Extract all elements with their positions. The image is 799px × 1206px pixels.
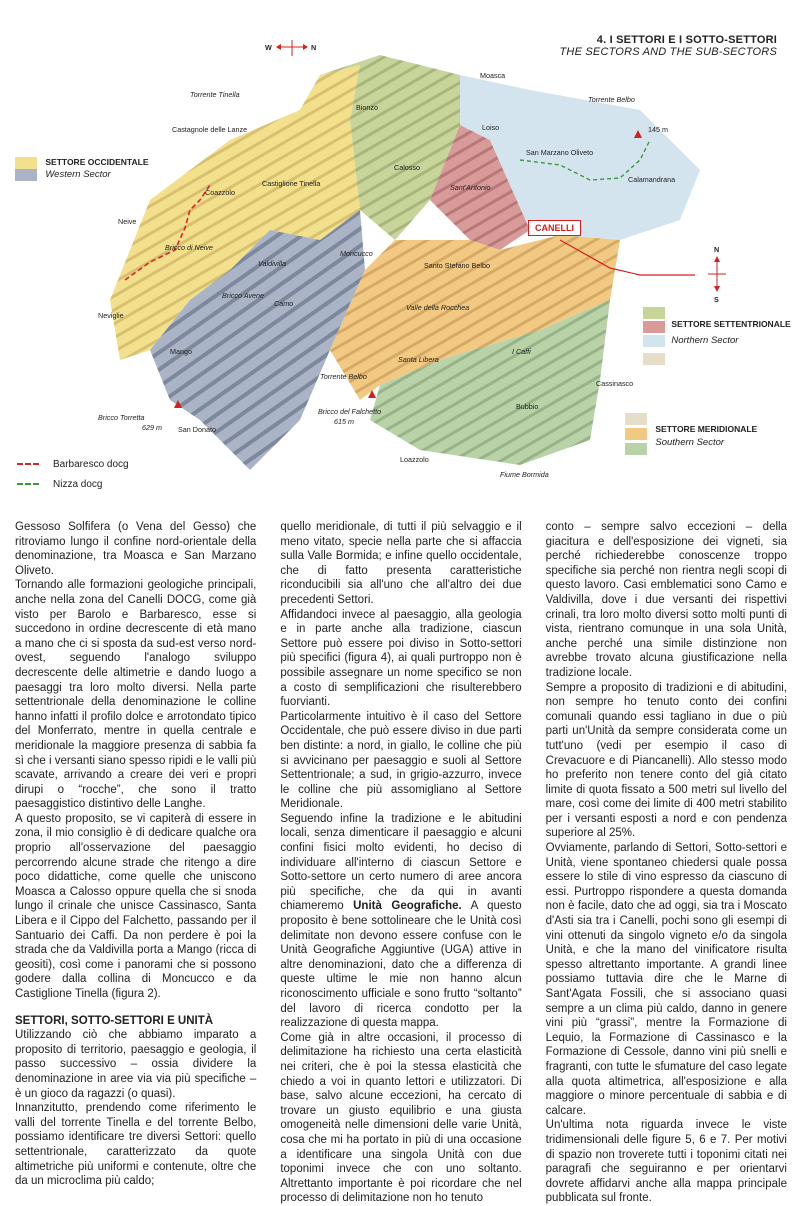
paragraph: Un'ultima nota riguarda invece le viste tridimensionali delle figure 5, 6 e 7. Per motivi di spazio non troverete tutti i toponimi citati nei paragrafi che seguiranno e per orientarvi dovrete affidarvi anche alla mappa principale pubblicata sul fronte. [545,1119,787,1205]
legend-barbaresco-label: Barbaresco docg [53,459,129,470]
place-bricco-avene: Bricco Avene [222,291,264,300]
paragraph: Sempre a proposito di tradizioni e di abitudini, non sempre ho tenuto conto dei confini comunali quando essi tagliano in due o più parti un'Unità da sempre considerata come un tutt'uno (vedi per esempio il caso di Crevacuore e di Piancanelli). Allo stesso modo ho preferito non tenere conto del già citato limite di quota fissato a 500 metri sul livello del mare, così come dei limite di 400 metri stabilito per i versanti esposti a nord e con pendenza superiore al 25%. [545,681,787,840]
paragraph: Seguendo infine la tradizione e le abitudini locali, senza dimenticare il paesaggio e alcuni confini fisici molto evidenti, ho deciso di individuare all'interno di ciascun Settore e Sotto-settore un certo numero di aree ancora più specifiche, che da qui in avanti chiameremo Unità Geografiche. A questo proposito è bene sottolineare che le Unità così delimitate non devono essere confuse con le Unità Geografiche Aggiuntive (UGA) attive in altre denominazioni, dato che a differenza di queste ultime le mie non hanno alcun riconoscimento ufficiale e sono frutto “soltanto” del lavoro di ricerca condotto per la realizzazione di questa mappa. [280,812,522,1030]
place-neive: Neive [118,217,137,226]
place-loazzolo: Loazzolo [400,455,429,464]
paragraph: Tornando alle formazioni geologiche principali, anche nella zona del Canelli DOCG, come già visto per Barolo e Barbaresco, esse si succedono in ordine decrescente di età mano a mano che ci si sposta da sud-est verso nord-ovest, seguendo l'analogo sviluppo decrescente delle altimetrie e dando luogo a paesaggi tra loro molto diversi. Nella parte settentrionale della denominazione le colline hanno infatti il profilo dolce e arrotondato tipico del Monferrato, mentre in quella centrale e meridionale la maggiore presenza di sabbia fa sì che i versanti siano spesso ripidi e le valli più scavate, arrivando a creare dei veri e propri dirupi o “rocche”, che sono il tratto paesaggistico distintivo delle Langhe. [15,579,257,811]
swatch-olive [643,307,665,319]
legend-barbaresco [17,459,129,470]
column-1 [15,520,256,1206]
paragraph: Come già in altre occasioni, il processo di delimitazione ha richiesto una certa elasticità nei criteri, che è poi la stessa elasticità che chiedo a voi in quanto lettori e utilizzatori. Di base, salvo alcune eccezioni, ha cercato di trovare un giusto equilibrio e una giusta omogeneità nelle dimensioni delle varie Unità, cosa che mi ha portato in più di una occasione a identificare una singola Unità con due toponimi invece che con uno soltanto. Altrettanto importante è poi ricordare che nel processo di delimitazione non ho tenuto [280,1031,522,1205]
paragraph: Particolarmente intuitivo è il caso del Settore Occidentale, che può essere diviso in due parti ben distinte: a nord, in giallo, le colline che più si avvicinano per paesaggio e suoli al Settore Settentrionale; a sud, in grigio-azzurro, invece le colline che più assomigliano al Settore Meridionale. [280,710,522,811]
swatch-lightblue [643,335,665,347]
compass-top [265,40,316,56]
chapter-title-english: THE SECTORS AND THE SUB-SECTORS [559,46,777,58]
place-moncucco: Moncucco [340,249,373,258]
swatch-pink [643,321,665,333]
place-coazzolo: Coazzolo [205,188,235,197]
place-bricco-falchetto: Bricco del Falchetto [318,407,382,416]
place-valle-rocchea: Valle della Rocchea [406,303,470,312]
green-dash-icon [17,483,39,485]
legend-southern-title: SETTORE MERIDIONALE [655,424,758,435]
place-mango: Mango [170,347,192,356]
chapter-title: 4. I SETTORI E I SOTTO-SETTORI [596,34,777,46]
place-bubbio: Bubbio [516,402,539,411]
compass-right-n: N [714,245,720,254]
paragraph: Gessoso Solfifera (o Vena del Gesso) che ritroviamo lungo il confine nord-orientale della denominazione, tra Moasca e San Marzano Oliveto. [15,521,257,577]
place-fiume-bormida: Fiume Bormida [500,470,549,479]
compass-w: W [265,43,272,52]
place-moasca: Moasca [480,71,506,80]
body-text [15,520,787,1206]
column-3 [546,520,787,1206]
red-dash-icon [17,463,39,465]
paragraph: Ovviamente, parlando di Settori, Sotto-settori e Unità, viene spontaneo chiedersi quale possa essere lo stile di vino espresso da ciascuno di essi. Purtroppo rispondere a questa domanda non è facile, dato che ad oggi, sia tra i Moscato d'Asti sia tra i Canelli, pochi sono gli esempi di vini ottenuti da singolo vigneto e/o da singola Unità, e che la mano del vinificatore risulta spesso altrettanto importante. A grandi linee possiamo tuttavia dire che le Marne di Sant'Agata Fossili, che si associano quasi sempre a un clima più caldo, danno in genere vini più “grassi”, mentre la Formazione di Lequio, la Formazione di Cassinasco e la Formazione di Cessole, danno vini più snelli e fragranti, con tutte le sfumature del caso legate alla quota altimetrica, all'esposizione e alla maggiore o minore percentuale di sabbia e di calcare. [545,842,787,1117]
legend-northern-title: SETTORE SETTENTRIONALE [671,319,791,330]
place-i-caffi: I Caffi [512,347,531,356]
place-bricco-neive: Bricco di Neive [165,243,213,252]
place-castagnole: Castagnole delle Lanze [172,125,248,134]
place-sant-antonio: Sant'Antonio [450,183,491,192]
paragraph: Utilizzando ciò che abbiamo imparato a proposito di territorio, paesaggio e geologia, il passo successivo – ossia dividere la denominazione in aree via via più specifiche – è un gioco da ragazzi (o quasi). [15,1029,257,1100]
place-santa-libera: Santa Libera [398,355,439,364]
compass-right [708,245,726,304]
legend-northern [643,307,791,367]
place-629m: 629 m [142,423,162,432]
swatch-orange [625,428,647,440]
section-heading: SETTORI, SOTTO-SETTORI E UNITÀ [15,1014,214,1027]
legend-northern-subtitle: Northern Sector [671,335,739,347]
paragraph: Innanzitutto, prendendo come riferimento le valli del torrente Tinella e del torrente Belbo, possiamo identificare tre diversi Settori: quello settentrionale, caratterizzato da quote altimetriche più uniformi e contenute, oltre che da un microclima più caldo; [15,1102,257,1188]
compass-n: N [311,43,317,52]
place-neviglie: Neviglie [98,311,124,320]
canelli-label: CANELLI [528,220,581,236]
place-calosso: Calosso [394,163,420,172]
paragraph: conto – sempre salvo eccezioni – della giacitura e dell'esposizione dei vigneti, sia perché richiederebbe conoscenze troppo specifiche sia perché non rientra negli scopi di questo lavoro. Casi emblematici sono Camo e Valdivilla, dove i due versanti dei rispettivi crinali, tra loro molto diversi sotto molti punti di vista, rientrano comunque in una sola Unità, anche perché una simile distinzione non avrebbe trovato alcuna giustificazione nella tradizione locale. [545,521,787,679]
swatch-greensouth [625,443,647,455]
swatch-greyblue [15,169,37,181]
place-bricco-torretta: Bricco Torretta [98,413,145,422]
place-cassinasco: Cassinasco [596,379,634,388]
legend-southern-subtitle: Southern Sector [655,437,725,449]
place-valdivilla: Valdivilla [258,259,287,268]
legend-nizza [17,479,102,490]
term-unita-geografiche: Unità Geografiche. [353,900,462,913]
paragraph: Affidandoci invece al paesaggio, alla geologia e in parte anche alla tradizione, ciascun Settore può essere poi diviso in Sotto-settori più specifici (figura 4), ai quali purtroppo non è possibile assegnare un nome specifico se non a costo di semplificazioni che risulterebbero fuorvianti. [280,608,522,709]
place-calamandrana: Calamandrana [628,175,676,184]
place-torrente-belbo-low: Torrente Belbo [320,372,367,381]
compass-right-s: S [714,295,719,304]
place-castiglione: Castiglione Tinella [262,179,321,188]
legend-western-title: SETTORE OCCIDENTALE [45,157,149,168]
place-145m: 145 m [648,125,668,134]
swatch-beige [643,353,665,365]
paragraph: quello meridionale, di tutti il più selvaggio e il meno vitato, specie nella parte che si affaccia sulla Valle Bormida; e infine quello occidentale, che di fatto presenta caratteristiche riconducibili sia all'uno che all'altro dei due precedenti Settori. [280,521,522,606]
column-2 [280,520,521,1206]
swatch-yellow [15,157,37,169]
place-san-donato: San Donato [178,425,216,434]
swatch-beige-2 [625,413,647,425]
place-bionzo: Bionzo [356,103,378,112]
place-camo: Camo [274,299,294,308]
paragraph: A questo proposito, se vi capiterà di essere in zona, il mio consiglio è di dedicare qualche ora proprio all'osservazione del paesaggio percorrendo alcune strade che ritengo a dire poco didattiche, come quelle che uniscono Moasca a Calosso oppure quella che si snoda lungo il crinale che unisce Cassinasco, Santa Libera e il Cippo del Falchetto, passando per il Santuario dei Caffi. Da non perdere è poi la strada che da Valdivilla porta a Mango (ricca di geositi), così come i panorami che si possono godere dalla collina di Moncucco e da Castiglione Tinella (figura 2). [15,812,257,1000]
legend-southern [625,413,757,458]
place-torrente-belbo-top: Torrente Belbo [588,95,635,104]
legend-western [15,157,148,181]
place-san-marzano: San Marzano Oliveto [526,148,594,157]
legend-western-subtitle: Western Sector [45,169,111,181]
place-loiso: Loiso [482,123,500,132]
legend-nizza-label: Nizza docg [53,479,103,490]
place-615m: 615 m [334,417,354,426]
place-santo-stefano: Santo Stefano Belbo [424,261,490,270]
place-torrente-tinella: Torrente Tinella [190,90,240,99]
